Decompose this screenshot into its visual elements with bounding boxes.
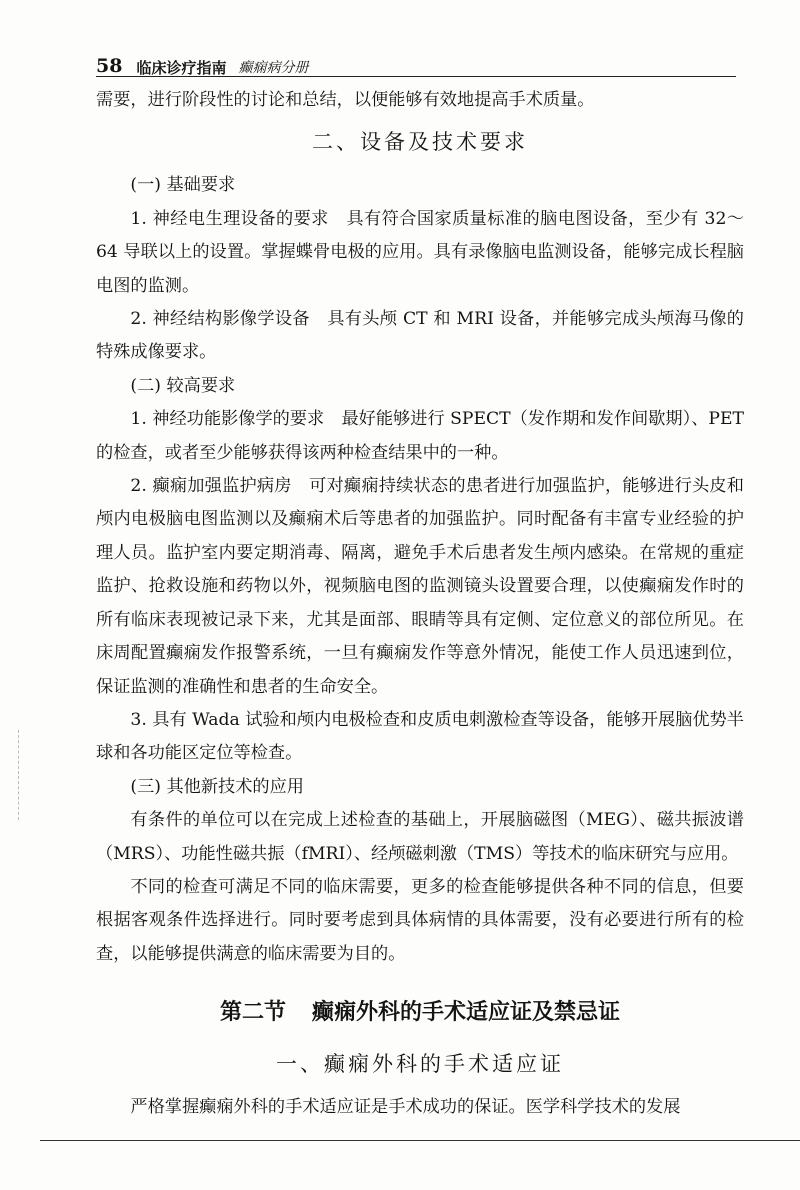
heading-equipment: 二、设备及技术要求 (312, 130, 528, 155)
subheading-other: (三) 其他新技术的应用 (130, 776, 304, 797)
paragraph-other-1: 有条件的单位可以在完成上述检查的基础上，开展脑磁图（MEG）、磁共振波谱（MRS）、功能性磁共振（fMRI）、经颅磁刺激（TMS）等技术的临床研究与应用。 (96, 810, 744, 864)
carryover-paragraph: 需要，进行阶段性的讨论和总结，以便能够有效地提高手术质量。 (96, 90, 595, 110)
scan-margin-mark (18, 730, 21, 820)
section-title: 癫痫外科的手术适应证及禁忌证 (312, 1000, 621, 1026)
footer-rule (40, 1140, 800, 1141)
subheading-advanced: (二) 较高要求 (130, 375, 236, 396)
section-heading (96, 995, 744, 1031)
paragraph-advanced-1: 1. 神经功能影像学的要求 最好能够进行 SPECT（发作期和发作间歇期）、PET 的检查，或者至少能够获得该两种检查结果中的一种。 (96, 409, 744, 463)
page-body (96, 84, 744, 1125)
running-header (96, 46, 736, 76)
subheading-basic: (一) 基础要求 (130, 175, 236, 196)
paragraph-basic-2: 2. 神经结构影像学设备 具有头颅 CT 和 MRI 设备，并能够完成头颅海马像的特殊成像要求。 (96, 309, 744, 363)
book-title: 临床诊疗指南 (136, 58, 227, 77)
header-rule (96, 76, 736, 77)
section-label: 第二节 (219, 1000, 286, 1026)
paragraph-indications-1: 严格掌握癫痫外科的手术适应证是手术成功的保证。医学科学技术的发展 (130, 1097, 681, 1118)
paragraph-advanced-2: 2. 癫痫加强监护病房 可对癫痫持续状态的患者进行加强监护，能够进行头皮和颅内电极脑电图监测以及癫痫术后等患者的加强监护。同时配备有丰富专业经验的护理人员。监护室内要定期消毒、隔离，避免手术后患者发生颅内感染。在常规的重症监护、抢救设施和药物以外，视频脑电图的监测镜头设置要合理，以使癫痫发作时的所有临床表现被记录下来，尤其是面部、眼睛等具有定侧、定位意义的部位所见。在床周配置癫痫发作报警系统，一旦有癫痫发作等意外情况，能使工作人员迅速到位，保证监测的准确性和患者的生命安全。 (96, 476, 744, 697)
heading-indications: 一、癫痫外科的手术适应证 (276, 1052, 564, 1077)
volume-title: 癫痫病分册 (238, 59, 309, 76)
paragraph-basic-1: 1. 神经电生理设备的要求 具有符合国家质量标准的脑电图设备，至少有 32～64 导联以上的设置。掌握蝶骨电极的应用。具有录像脑电监测设备，能够完成长程脑电图的监测。 (96, 208, 744, 296)
paragraph-other-2: 不同的检查可满足不同的临床需要，更多的检查能够提供各种不同的信息，但要根据客观条件选择进行。同时要考虑到具体病情的具体需要，没有必要进行所有的检查，以能够提供满意的临床需要为目的。 (96, 876, 744, 964)
paragraph-advanced-3: 3. 具有 Wada 试验和颅内电极检查和皮质电刺激检查等设备，能够开展脑优势半球和各功能区定位等检查。 (96, 709, 744, 764)
page-number: 58 (96, 55, 123, 77)
